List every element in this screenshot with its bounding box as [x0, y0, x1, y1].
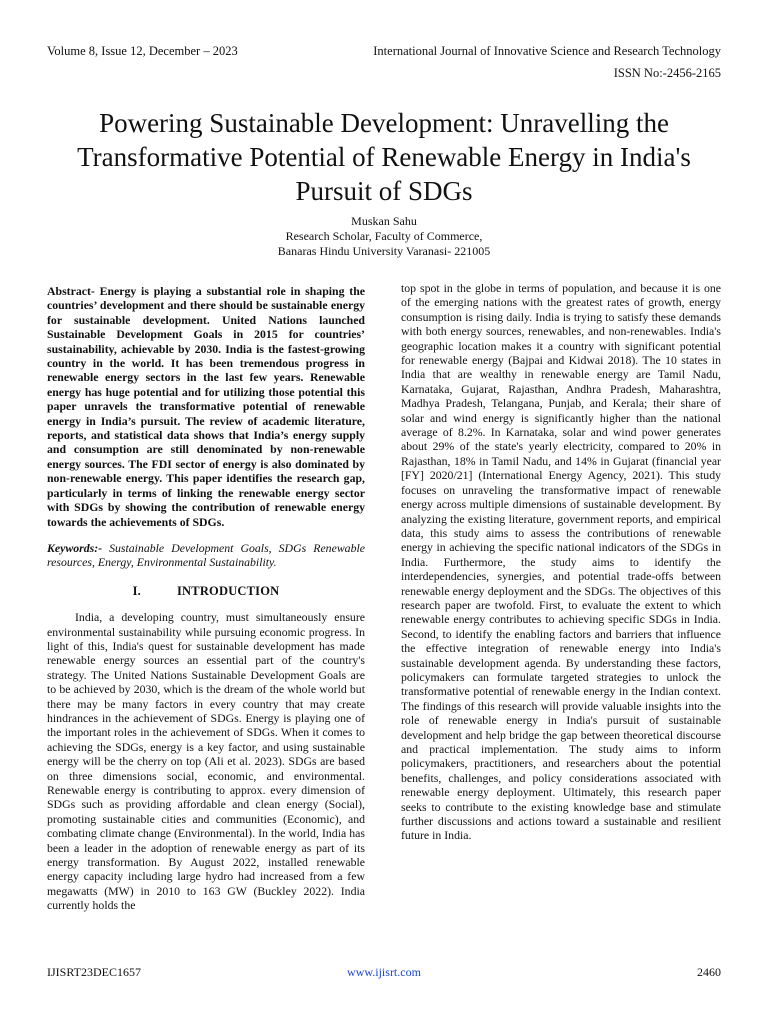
- author-role: Research Scholar, Faculty of Commerce,: [285, 229, 483, 243]
- section-title: INTRODUCTION: [176, 583, 280, 598]
- intro-paragraph-left: India, a developing country, must simultaneously ensure environmental sustainability while pursuing economic progress. In light of this, India's quest for sustainable development has made renewable energy sources an essential part of the country's strategy. The United Nations Sustainable Development Goals are to be achieved by 2030, which is the dream of the whole world but there may be many factors in every country that may create hindrances in the achievement of SDGs. Energy is playing one of the important roles in the achievement of SDGs. When it comes to achieving the SDGs, energy is a key factor, and using sustainable energy will be the cherry on top (Ali et al. 2023). SDGs are based on three dimensions social, economic, and environmental. Renewable energy is contributing to approx. every dimension of SDGs such as providing affordable and clean energy (Social), promoting sustainable cities and communities (Economic), and combating climate change (Environmental). In the world, India has been a leader in the adoption of renewable energy as part of its energy transformation. By August 2022, installed renewable energy capacity including large hydro had increased from a few megawatts (MW) in 2010 to 163 GW (Buckley 2022). India currently holds the: [47, 610, 365, 913]
- author-block: [0, 214, 768, 259]
- keywords-text: Sustainable Development Goals, SDGs Renewable resources, Energy, Environmental Sustainability.: [47, 540, 365, 570]
- keywords-label: Keywords:-: [47, 540, 103, 555]
- abstract: Abstract- Energy is playing a substantial role in shaping the countries’ development and there should be sustainable energy for sustainable development. United Nations launched Sustainable Development Goals in 2015 for countries’ sustainability, achievable by 2030. India is the fastest-growing country in the world. It has been tremendous progress in renewable energy sectors in the last few years. Renewable energy has huge potential and for utilizing those potential this paper unravels the transformative potential of renewable energy in India’s pursuit. The review of academic literature, reports, and statistical data shows that India’s energy supply and consumption are still denominated by non-renewable energy sources. The FDI sector of energy is also dominated by non-renewable energy. This paper identifies the research gap, particularly in terms of linking the renewable energy sector with SDGs by showing the contribution of renewable energy towards the achievements of SDGs.: [47, 284, 365, 529]
- right-column: [401, 281, 721, 843]
- footer-paper-code: IJISRT23DEC1657: [47, 965, 141, 979]
- section-heading: [47, 584, 365, 598]
- page-number: 2460: [697, 965, 721, 979]
- author-affiliation: Banaras Hindu University Varanasi- 221005: [277, 244, 491, 258]
- intro-paragraph-right: top spot in the globe in terms of population, and because it is one of the emerging nations with the greatest rates of growth, energy consumption is rising daily. India is trying to satisfy these demands with both energy sources, renewables, and non-renewables. India's geographic location makes it a country with significant potential for renewable energy (Bajpai and Kidwai 2018). The 10 states in India that are wealthy in renewable energy are Tamil Nadu, Karnataka, Gujarat, Rajasthan, Andhra Pradesh, Maharashtra, Madhya Pradesh, Telangana, Punjab, and Kerala; their share of solar and wind energy is significantly higher than the national average of 8.2%. In Karnataka, solar and wind power generates about 29% of the state's yearly electricity, compared to 20% in Rajasthan, 18% in Tamil Nadu, and 14% in Gujarat (financial year [FY] 2020/21] (International Energy Agency, 2021). This study focuses on unraveling the transformative impact of renewable energy across multiple dimensions of sustainable development. By analyzing the existing literature, government reports, and empirical data, this study aims to assess the contributions of renewable energy in achieving the specific national indicators of the SDGs in India. Furthermore, the study aims to identify the interdependencies, synergies, and potential trade-offs between renewable energy deployment and the SDGs. The objectives of this research paper are twofold. First, to evaluate the extent to which renewable energy contributes to achieving specific SDGs in India. Second, to identify the enabling factors and barriers that influence the effective integration of renewable energy into India's sustainable development agenda. By understanding these factors, policymakers can formulate targeted strategies to unlock the transformative potential of renewable energy in the Indian context. The findings of this research will provide valuable insights into the role of renewable energy in India's pursuit of sustainable development and help bridge the gap between theoretical discourse and practical implementation. The study aims to inform policymakers, practitioners, and researchers about the potential benefits, challenges, and policy considerations associated with renewable energy deployment. Ultimately, this research paper seeks to contribute to the existing knowledge base and stimulate further discussions and actions toward a sustainable and resilient future in India.: [401, 281, 721, 843]
- section-number: I.: [132, 583, 141, 598]
- paper-title: Powering Sustainable Development: Unravelling the Transformative Potential of Renewable Energy in India's Pursuit of SDGs: [77, 108, 691, 207]
- footer-url-link[interactable]: www.ijisrt.com: [347, 965, 421, 979]
- volume-issue: Volume 8, Issue 12, December – 2023: [47, 44, 238, 58]
- issn: ISSN No:-2456-2165: [613, 66, 721, 80]
- journal-name: International Journal of Innovative Science and Research Technology: [373, 44, 721, 58]
- author-name: Muskan Sahu: [351, 214, 417, 228]
- left-column: [47, 284, 365, 913]
- keywords: [47, 541, 365, 570]
